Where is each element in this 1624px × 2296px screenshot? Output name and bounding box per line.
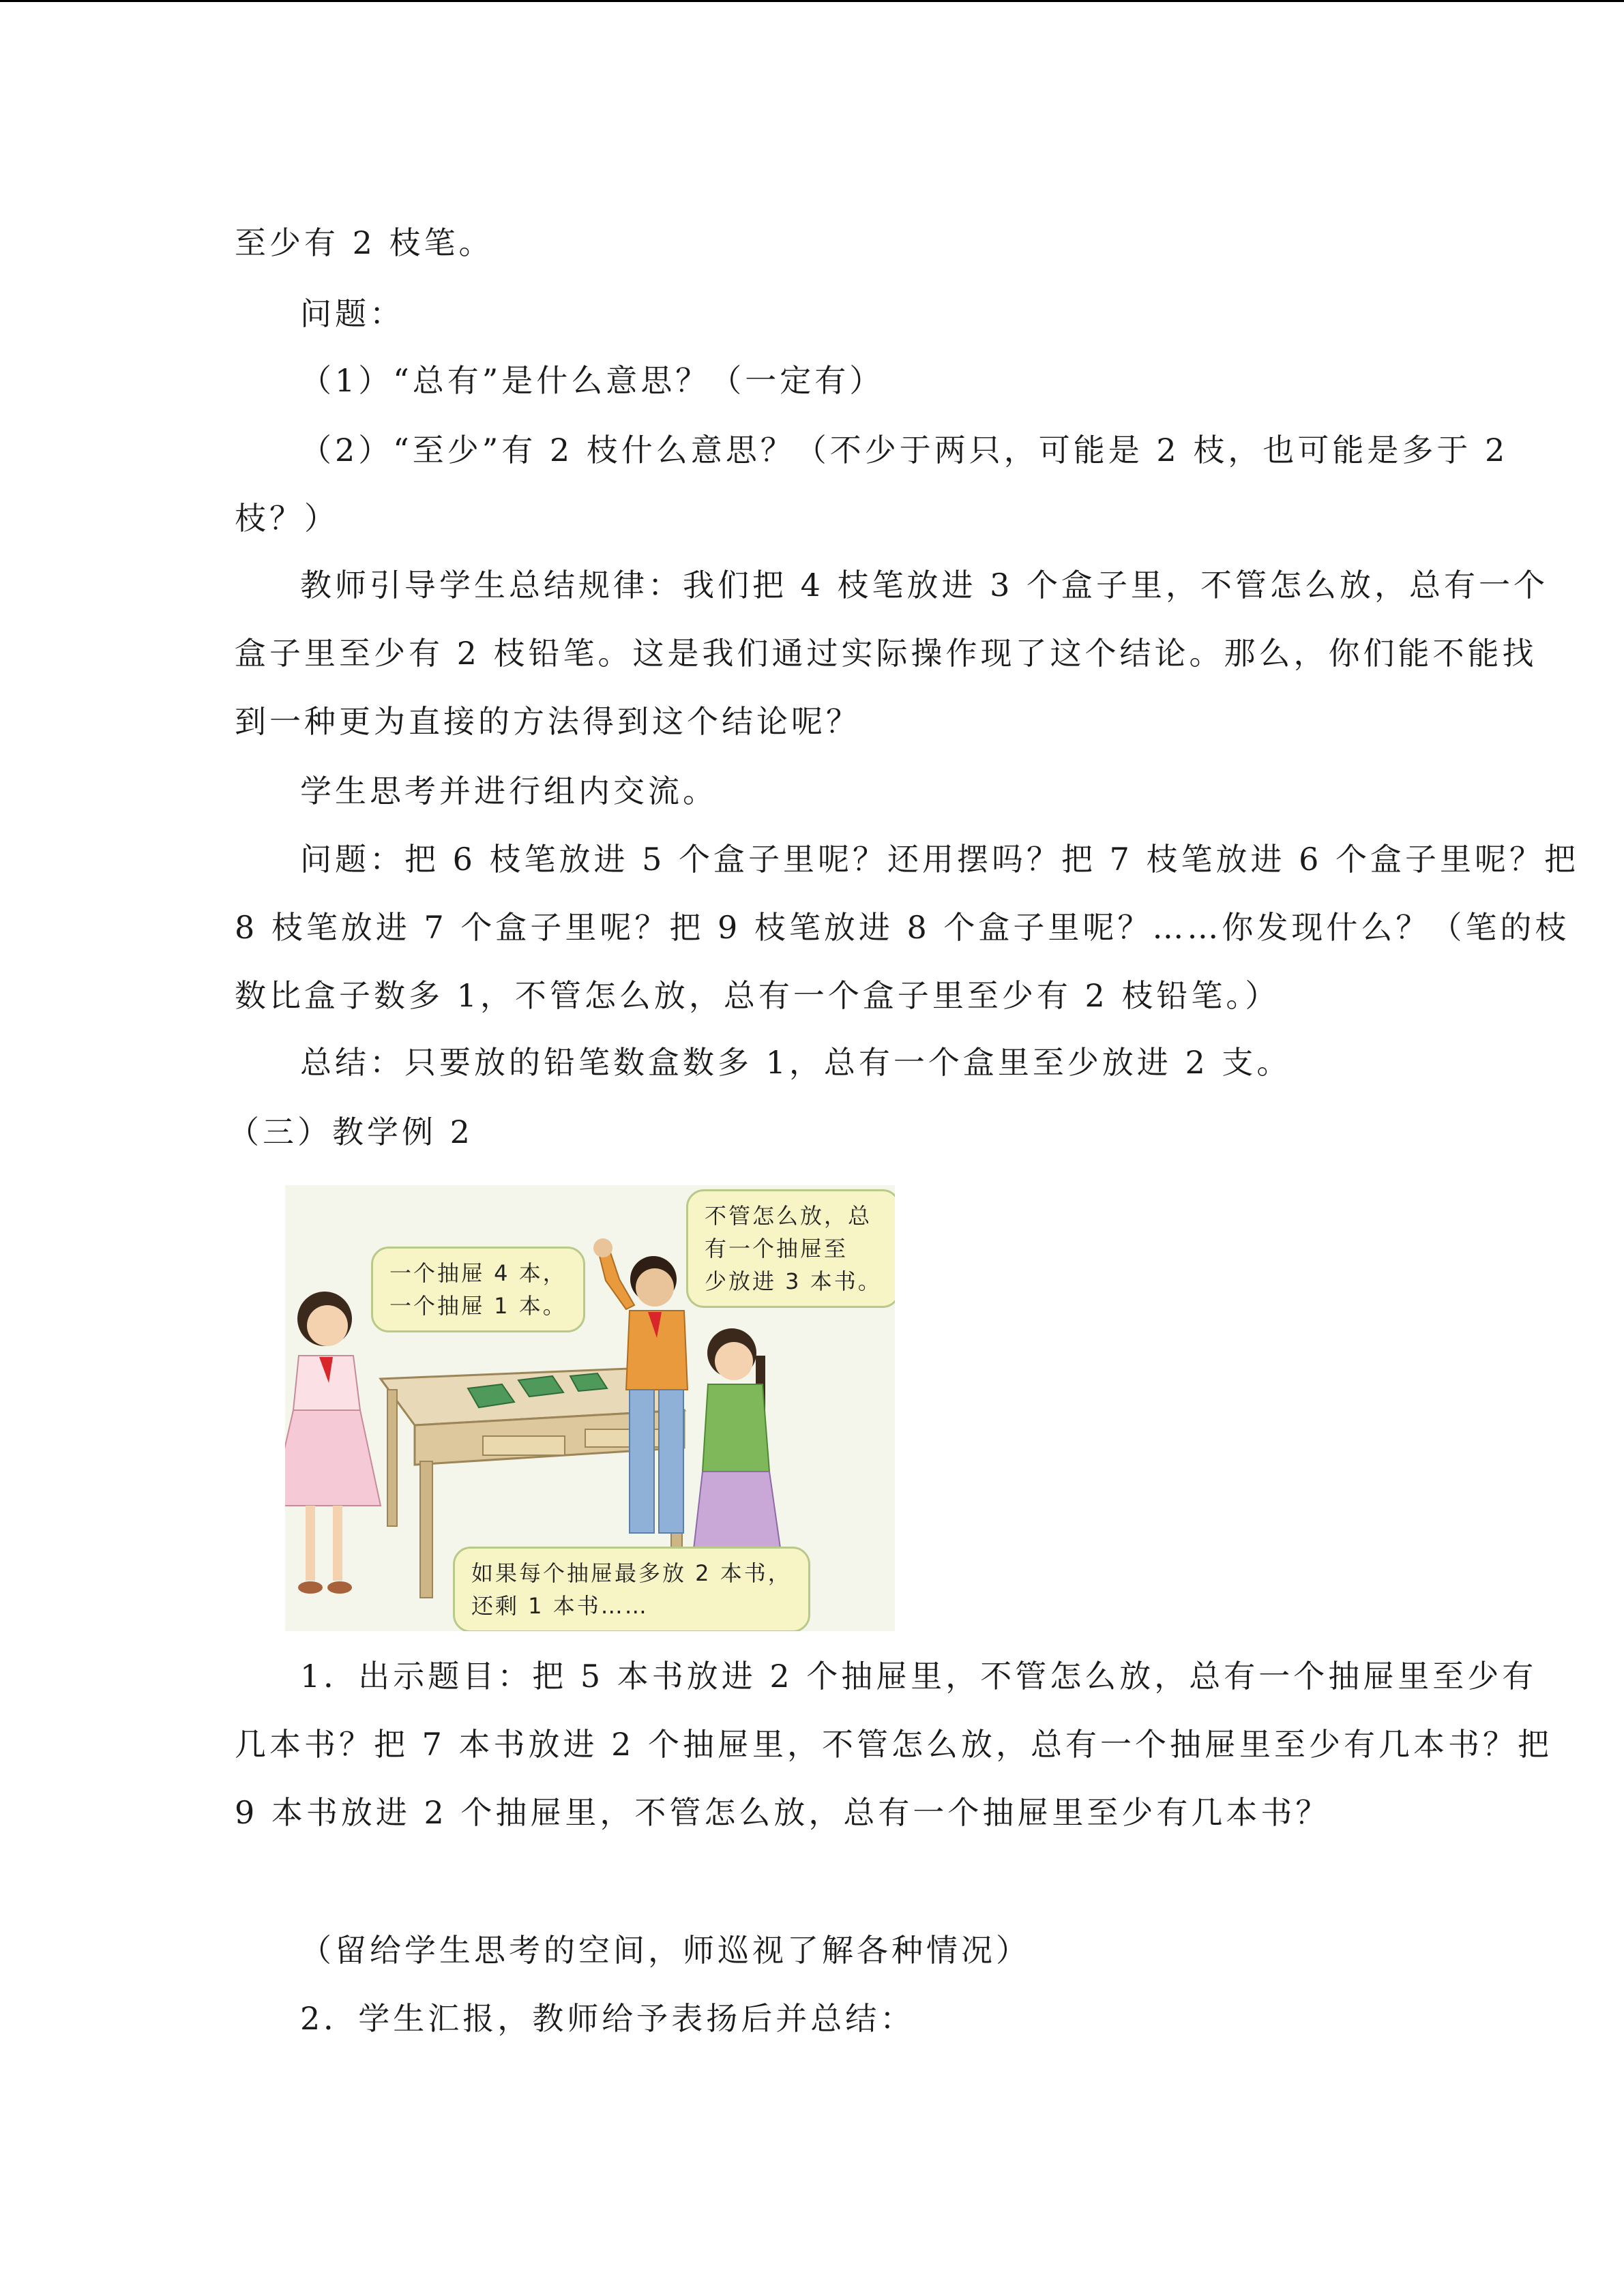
text-line: 总结：只要放的铅笔数盒数多 1，总有一个盒里至少放进 2 支。 xyxy=(300,1044,1292,1081)
text-line: 枝？） xyxy=(235,500,339,537)
text-line: 几本书？把 7 本书放进 2 个抽屉里，不管怎么放，总有一个抽屉里至少有几本书？把 xyxy=(235,1726,1553,1763)
bubble-line: 一个抽屉 4 本， xyxy=(389,1260,567,1286)
text-line: 问题：把 6 枝笔放进 5 个盒子里呢？还用摆吗？把 7 枝笔放进 6 个盒子里呢？把 xyxy=(300,841,1580,878)
speech-bubble-right xyxy=(686,1189,895,1308)
bubble-line: 还剩 1 本书…… xyxy=(471,1593,649,1619)
page-top-border xyxy=(0,0,1624,2)
speech-bubble-left xyxy=(371,1247,585,1332)
speech-bubble-bottom xyxy=(453,1547,810,1631)
text-line: 1．出示题目：把 5 本书放进 2 个抽屉里，不管怎么放，总有一个抽屉里至少有 xyxy=(300,1658,1537,1695)
bubble-line: 一个抽屉 1 本。 xyxy=(389,1293,567,1319)
text-line: 教师引导学生总结规律：我们把 4 枝笔放进 3 个盒子里，不管怎么放，总有一个 xyxy=(300,567,1549,603)
bubble-line: 有一个抽屉至 xyxy=(705,1236,848,1262)
text-line: 至少有 2 枝笔。 xyxy=(235,224,494,261)
section-heading: （三）教学例 2 xyxy=(228,1114,473,1150)
bubble-line: 少放进 3 本书。 xyxy=(705,1268,882,1294)
text-line: （2）“至少”有 2 枝什么意思？（不少于两只，可能是 2 枝，也可能是多于 2 xyxy=(300,432,1509,468)
text-line: 问题： xyxy=(300,295,404,332)
text-line: 盒子里至少有 2 枝铅笔。这是我们通过实际操作现了这个结论。那么，你们能不能找 xyxy=(235,635,1537,672)
text-line: 2．学生汇报，教师给予表扬后并总结： xyxy=(300,2000,915,2037)
text-line: （1）“总有”是什么意思？（一定有） xyxy=(300,362,885,399)
text-line: 学生思考并进行组内交流。 xyxy=(300,773,718,809)
example-illustration xyxy=(285,1185,895,1631)
bubble-line: 不管怎么放，总 xyxy=(705,1203,872,1229)
text-line: 数比盒子数多 1，不管怎么放，总有一个盒子里至少有 2 枝铅笔。） xyxy=(235,977,1280,1014)
text-line: 8 枝笔放进 7 个盒子里呢？把 9 枝笔放进 8 个盒子里呢？……你发现什么？（笔的枝 xyxy=(235,909,1570,946)
text-line: 到一种更为直接的方法得到这个结论呢？ xyxy=(235,703,861,740)
text-line: 9 本书放进 2 个抽屉里，不管怎么放，总有一个抽屉里至少有几本书？ xyxy=(235,1794,1331,1831)
bubble-line: 如果每个抽屉最多放 2 本书， xyxy=(471,1560,792,1586)
text-line: （留给学生思考的空间，师巡视了解各种情况） xyxy=(300,1932,1031,1969)
